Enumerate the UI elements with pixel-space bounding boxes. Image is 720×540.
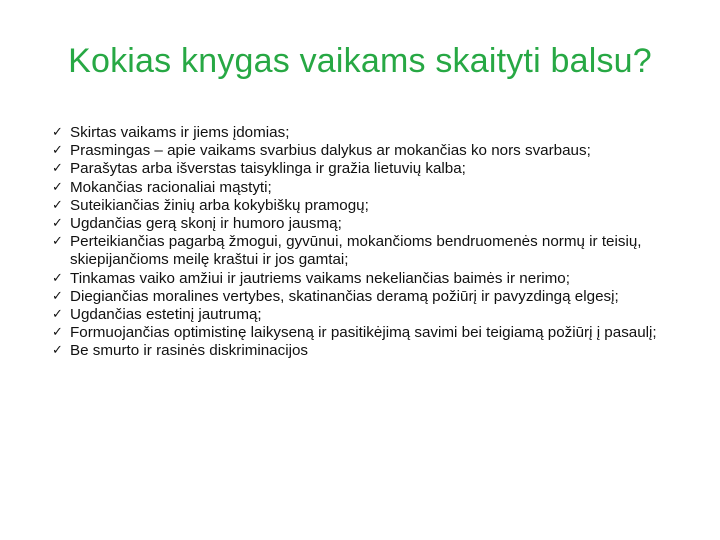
checkmark-icon: ✓: [52, 197, 63, 213]
checkmark-icon: ✓: [52, 325, 63, 341]
list-item: [52, 324, 672, 342]
list-item-text: Perteikiančias pagarbą žmogui, gyvūnui, mokančioms bendruomenės normų ir teisių, skiepijančioms meilę kraštui ir jos gamtai;: [70, 233, 642, 269]
list-item-text: Formuojančias optimistinę laikyseną ir pasitikėjimą savimi bei teigiamą požiūrį į pasaulį;: [70, 324, 657, 342]
list-item-text: Suteikiančias žinių arba kokybiškų pramogų;: [70, 196, 369, 214]
list-item: [52, 215, 672, 233]
list-item-text: Be smurto ir rasinės diskriminacijos: [70, 342, 309, 360]
slide-title: Kokias knygas vaikams skaityti balsu?: [68, 42, 652, 80]
list-item-text: Skirtas vaikams ir jiems įdomias;: [70, 124, 290, 141]
checkmark-icon: ✓: [52, 234, 63, 250]
checkmark-icon: ✓: [52, 125, 63, 140]
checkmark-icon: ✓: [52, 179, 63, 195]
list-item: [52, 233, 672, 269]
list-item: [52, 124, 672, 142]
list-item: [52, 142, 672, 160]
list-item: [52, 270, 672, 288]
list-item: [52, 288, 672, 306]
list-item-text: Prasmingas – apie vaikams svarbius dalykus ar mokančias ko nors svarbaus;: [70, 142, 591, 160]
list-item-text: Diegiančias moralines vertybes, skatinančias deramą požiūrį ir pavyzdingą elgesį;: [70, 287, 619, 305]
list-item-text: Tinkamas vaiko amžiui ir jautriems vaikams nekeliančias baimės ir nerimo;: [70, 269, 570, 287]
checkmark-icon: ✓: [52, 288, 63, 304]
checkmark-icon: ✓: [52, 307, 63, 323]
list-item-text: Mokančias racionaliai mąstyti;: [70, 178, 272, 196]
list-item: [52, 197, 672, 215]
list-item: [52, 342, 672, 360]
checkmark-icon: ✓: [52, 343, 63, 359]
checkmark-icon: ✓: [52, 216, 63, 232]
list-item: [52, 179, 672, 197]
list-item: [52, 160, 672, 178]
list-item-text: Parašytas arba išverstas taisyklinga ir gražia lietuvių kalba;: [70, 160, 466, 178]
checkmark-icon: ✓: [52, 270, 63, 286]
list-item: [52, 306, 672, 324]
list-item-text: Ugdančias gerą skonį ir humoro jausmą;: [70, 215, 342, 233]
checkmark-icon: ✓: [52, 143, 63, 159]
list-item-text: Ugdančias estetinį jautrumą;: [70, 306, 262, 324]
bullet-list: [52, 124, 672, 361]
checkmark-icon: ✓: [52, 161, 63, 177]
